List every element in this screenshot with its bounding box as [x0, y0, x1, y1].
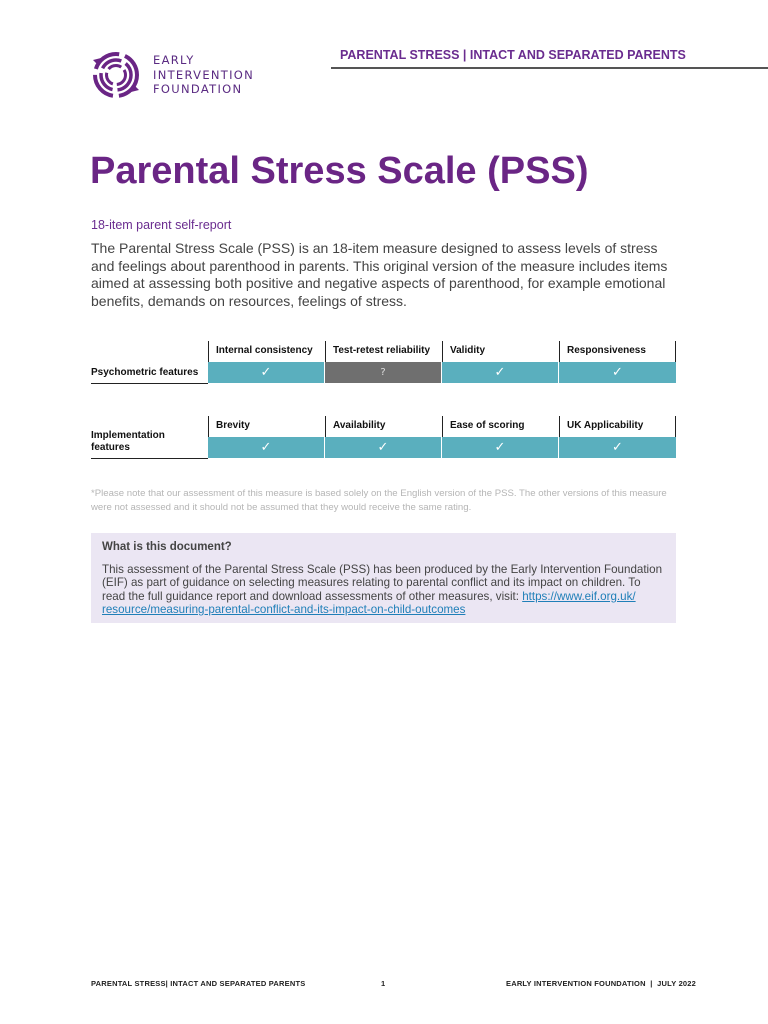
intro-paragraph: The Parental Stress Scale (PSS) is an 18-item measure designed to assess levels of stress and feelings about parenthood in parents. This original version of the measure includes items aimed at assessing both positive and negative aspects of parenthood, for example emotional benefits, demands on resources, feelings of stress.	[91, 240, 668, 309]
rating-cell: ?	[325, 362, 441, 383]
link-part-2[interactable]: resource/measuring-parental-conflict-and-its-impact-on-child-outcomes	[102, 602, 466, 616]
rating-cell: ✓	[442, 437, 558, 458]
rating-cell: ✓	[208, 437, 324, 458]
rating-cell: ✓	[442, 362, 558, 383]
page-subtitle: 18-item parent self-report	[91, 218, 232, 232]
rating-cell: ✓	[559, 437, 676, 458]
column-header: UK Applicability	[559, 416, 676, 437]
column-header: Test-retest reliability	[325, 341, 442, 362]
link-part-1[interactable]: https://www.eif.org.uk/	[522, 589, 636, 603]
footer-left: PARENTAL STRESS| INTACT AND SEPARATED PARENTS	[91, 979, 306, 988]
implementation-features-table	[91, 416, 676, 458]
footer-page-number: 1	[381, 979, 386, 988]
eif-logo-icon	[91, 50, 141, 100]
column-header: Brevity	[208, 416, 325, 437]
column-header: Responsiveness	[559, 341, 676, 362]
column-header: Validity	[442, 341, 559, 362]
table-header-row	[91, 341, 676, 362]
row-label: Implementation features	[91, 430, 165, 453]
info-box	[91, 533, 676, 623]
logo-line-3: FOUNDATION	[153, 82, 243, 96]
table-row	[91, 430, 676, 458]
column-header: Availability	[325, 416, 442, 437]
rating-cell: ✓	[325, 437, 441, 458]
eif-logo	[91, 50, 271, 100]
assessment-note: *Please note that our assessment of this measure is based solely on the English version of the PSS. The other versions of this measure were not assessed and it should not be assumed that they would receive the same rating.	[91, 488, 667, 513]
header-rule	[331, 67, 768, 69]
rating-cell: ✓	[208, 362, 324, 383]
column-header: Internal consistency	[208, 341, 325, 362]
table-row	[91, 362, 676, 383]
info-box-heading: What is this document?	[102, 541, 232, 553]
row-label: Psychometric features	[91, 367, 199, 378]
logo-line-2: INTERVENTION	[153, 67, 255, 82]
logo-wordmark	[153, 53, 254, 97]
row-rule	[91, 458, 208, 459]
info-box-body	[102, 563, 665, 616]
psychometric-features-table	[91, 341, 676, 383]
page-title: Parental Stress Scale (PSS)	[90, 150, 589, 192]
rating-cell: ✓	[559, 362, 676, 383]
footer-right: EARLY INTERVENTION FOUNDATION | JULY 2022	[506, 979, 697, 988]
column-header: Ease of scoring	[442, 416, 559, 437]
logo-line-1: EARLY	[153, 53, 195, 67]
info-box-text: This assessment of the Parental Stress Scale (PSS) has been produced by the Early Intervention Foundation (EIF) as part of guidance on selecting measures relating to parental conflict and its impact on children. To read the full guidance report and download assessments of other measures, visit:	[102, 563, 663, 603]
row-rule	[91, 383, 208, 384]
running-header-title: PARENTAL STRESS | INTACT AND SEPARATED PARENTS	[340, 48, 686, 62]
